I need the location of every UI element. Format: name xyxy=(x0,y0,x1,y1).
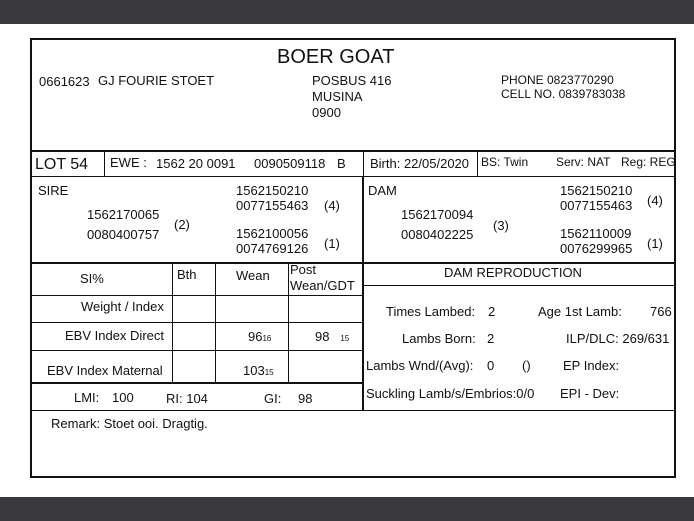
age-first-lamb-value: 766 xyxy=(650,304,672,319)
lambs-born-value: 2 xyxy=(487,331,495,346)
birth-date: Birth: 22/05/2020 xyxy=(370,156,470,171)
divider-lot-bottom xyxy=(32,176,674,177)
dam-parent-b: 0080402225 xyxy=(401,227,474,242)
breeder-code: 0661623 xyxy=(39,74,90,89)
lot-number: LOT 54 xyxy=(35,156,89,173)
divider-si-row2 xyxy=(32,350,362,351)
address-line3: 0900 xyxy=(312,105,341,120)
lambs-weaned-avg: () xyxy=(522,358,531,373)
cell-number: CELL NO. 0839783038 xyxy=(501,87,626,101)
ewe-grade: B xyxy=(337,156,346,171)
card-title: BOER GOAT xyxy=(277,46,395,68)
sire-parent-a: 1562170065 xyxy=(87,207,160,222)
dam-parent-a: 1562170094 xyxy=(401,207,474,222)
ebv-maternal-wean-accuracy: 15 xyxy=(264,368,274,377)
sire-gp2-b: 0074769126 xyxy=(236,241,309,256)
lambs-born-label: Lambs Born: xyxy=(402,331,476,346)
phone: PHONE 0823770290 xyxy=(501,73,614,87)
divider-dam-repro-header xyxy=(362,285,674,286)
divider-lot-1 xyxy=(104,150,105,176)
breeder-name: GJ FOURIE STOET xyxy=(98,73,215,88)
divider-lot-top xyxy=(32,150,674,152)
si-header-post-gdt: Wean/GDT xyxy=(290,278,355,293)
dam-gp2-count: (1) xyxy=(647,236,663,251)
suckling-lambs: Suckling Lamb/s/Embrios:0/0 xyxy=(366,386,535,401)
ebv-maternal-wean: 10315 xyxy=(243,363,274,378)
divider-si-col1 xyxy=(172,262,173,382)
lambs-weaned-value: 0 xyxy=(487,358,495,373)
ewe-label: EWE : xyxy=(110,155,147,170)
divider-si-row1 xyxy=(32,322,362,323)
dam-repro-header: DAM REPRODUCTION xyxy=(444,265,582,280)
si-header-si: SI% xyxy=(80,271,104,286)
si-header-post: Post xyxy=(290,262,317,277)
registration: Reg: REG xyxy=(621,155,676,169)
sire-parent-count: (2) xyxy=(174,217,190,232)
dam-gp1-b: 0077155463 xyxy=(560,198,633,213)
divider-center xyxy=(362,176,364,410)
sire-parent-b: 0080400757 xyxy=(87,227,160,242)
lambs-weaned-label: Lambs Wnd/(Avg): xyxy=(366,358,474,373)
age-first-lamb-label: Age 1st Lamb: xyxy=(538,304,622,319)
sire-gp1-b: 0077155463 xyxy=(236,198,309,213)
si-header-bth: Bth xyxy=(177,267,197,282)
epi-dev: EPI - Dev: xyxy=(560,386,620,401)
sire-label: SIRE xyxy=(38,183,69,198)
ebv-direct-post: 98 15 xyxy=(315,329,350,344)
ri-value: RI: 104 xyxy=(166,391,208,406)
bottom-letterbox-bar xyxy=(0,497,694,521)
address-line1: POSBUS 416 xyxy=(312,73,392,88)
ebv-direct-post-accuracy: 15 xyxy=(340,334,350,343)
sire-gp1-a: 1562150210 xyxy=(236,183,309,198)
dam-gp1-a: 1562150210 xyxy=(560,183,633,198)
sire-gp2-a: 1562100056 xyxy=(236,226,309,241)
ebv-direct-wean-accuracy: 16 xyxy=(262,334,272,343)
ebv-direct-wean: 9616 xyxy=(248,329,272,344)
divider-si-header xyxy=(32,295,362,296)
ewe-number: 1562 20 0091 xyxy=(156,156,236,171)
divider-remark-top xyxy=(32,410,674,411)
lot-card xyxy=(30,38,676,478)
top-letterbox-bar xyxy=(0,0,694,24)
address-line2: MUSINA xyxy=(312,89,363,104)
lmi-label: LMI: xyxy=(74,390,100,405)
si-header-wean: Wean xyxy=(236,268,270,283)
divider-si-row3 xyxy=(32,382,362,384)
gi-value: 98 xyxy=(298,391,313,406)
sire-gp2-count: (1) xyxy=(324,236,340,251)
divider-lot-3 xyxy=(477,150,478,176)
dam-gp1-count: (4) xyxy=(647,193,663,208)
dam-gp2-b: 0076299965 xyxy=(560,241,633,256)
weight-index-label: Weight / Index xyxy=(81,299,164,314)
ebv-maternal-label: EBV Index Maternal xyxy=(47,363,163,378)
ewe-id: 0090509118 xyxy=(254,156,326,171)
service-type: Serv: NAT xyxy=(556,155,611,169)
remark: Remark: Stoet ooi. Dragtig. xyxy=(51,416,208,431)
birth-status: BS: Twin xyxy=(481,155,529,169)
divider-lot-2 xyxy=(363,150,364,176)
divider-si-col3 xyxy=(288,262,289,382)
gi-label: GI: xyxy=(264,391,282,406)
ep-index: EP Index: xyxy=(563,358,620,373)
dam-parent-count: (3) xyxy=(493,218,509,233)
dam-label: DAM xyxy=(368,183,397,198)
divider-si-top xyxy=(32,262,674,264)
times-lambed-value: 2 xyxy=(488,304,496,319)
dam-gp2-a: 1562110009 xyxy=(560,226,632,241)
lmi-value: 100 xyxy=(112,390,134,405)
divider-si-col2 xyxy=(215,262,216,382)
ebv-direct-label: EBV Index Direct xyxy=(65,328,164,343)
times-lambed-label: Times Lambed: xyxy=(386,304,476,319)
sire-gp1-count: (4) xyxy=(324,198,340,213)
ilp-dlc: ILP/DLC: 269/631 xyxy=(566,331,670,346)
